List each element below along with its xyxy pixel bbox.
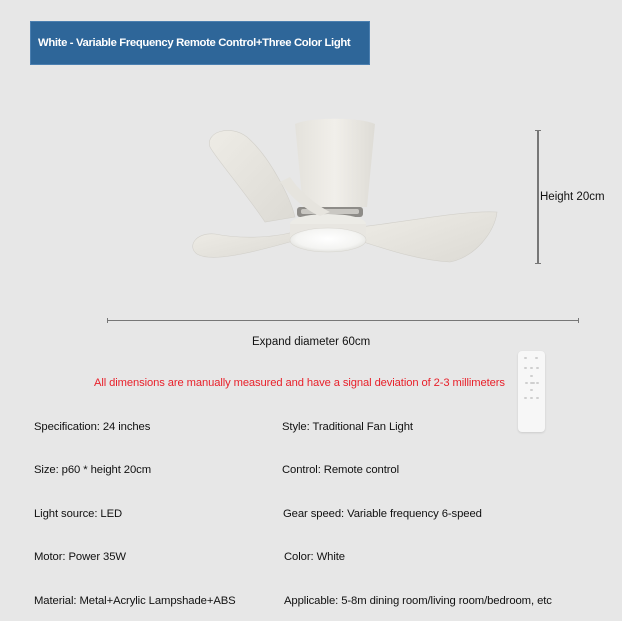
spec-size: Size: p60 * height 20cm [34, 464, 152, 476]
spec-style: Style: Traditional Fan Light [282, 421, 413, 433]
ceiling-fan-icon [185, 112, 500, 277]
spec-material: Material: Metal+Acrylic Lampshade+ABS [34, 595, 236, 607]
header-banner [30, 21, 370, 65]
header-title: White - Variable Frequency Remote Control+Three Color Light [38, 37, 351, 49]
spec-color: Color: White [284, 551, 345, 563]
height-dimension-line [537, 130, 539, 263]
diameter-line-cap-right [578, 318, 579, 323]
diameter-label: Expand diameter 60cm [252, 336, 371, 348]
height-line-cap-bottom [535, 263, 541, 264]
spec-applicable: Applicable: 5-8m dining room/living room/bedroom, etc [284, 595, 552, 607]
spec-specification: Specification: 24 inches [34, 421, 151, 433]
spec-motor: Motor: Power 35W [34, 551, 126, 563]
spec-control: Control: Remote control [282, 464, 399, 476]
spec-light-source: Light source: LED [34, 508, 123, 520]
remote-control-icon [518, 351, 545, 432]
measurement-notice: All dimensions are manually measured and have a signal deviation of 2-3 millimeters [94, 377, 505, 389]
diameter-dimension-line [107, 320, 579, 321]
height-label: Height 20cm [540, 191, 605, 203]
spec-gear-speed: Gear speed: Variable frequency 6-speed [283, 508, 482, 520]
